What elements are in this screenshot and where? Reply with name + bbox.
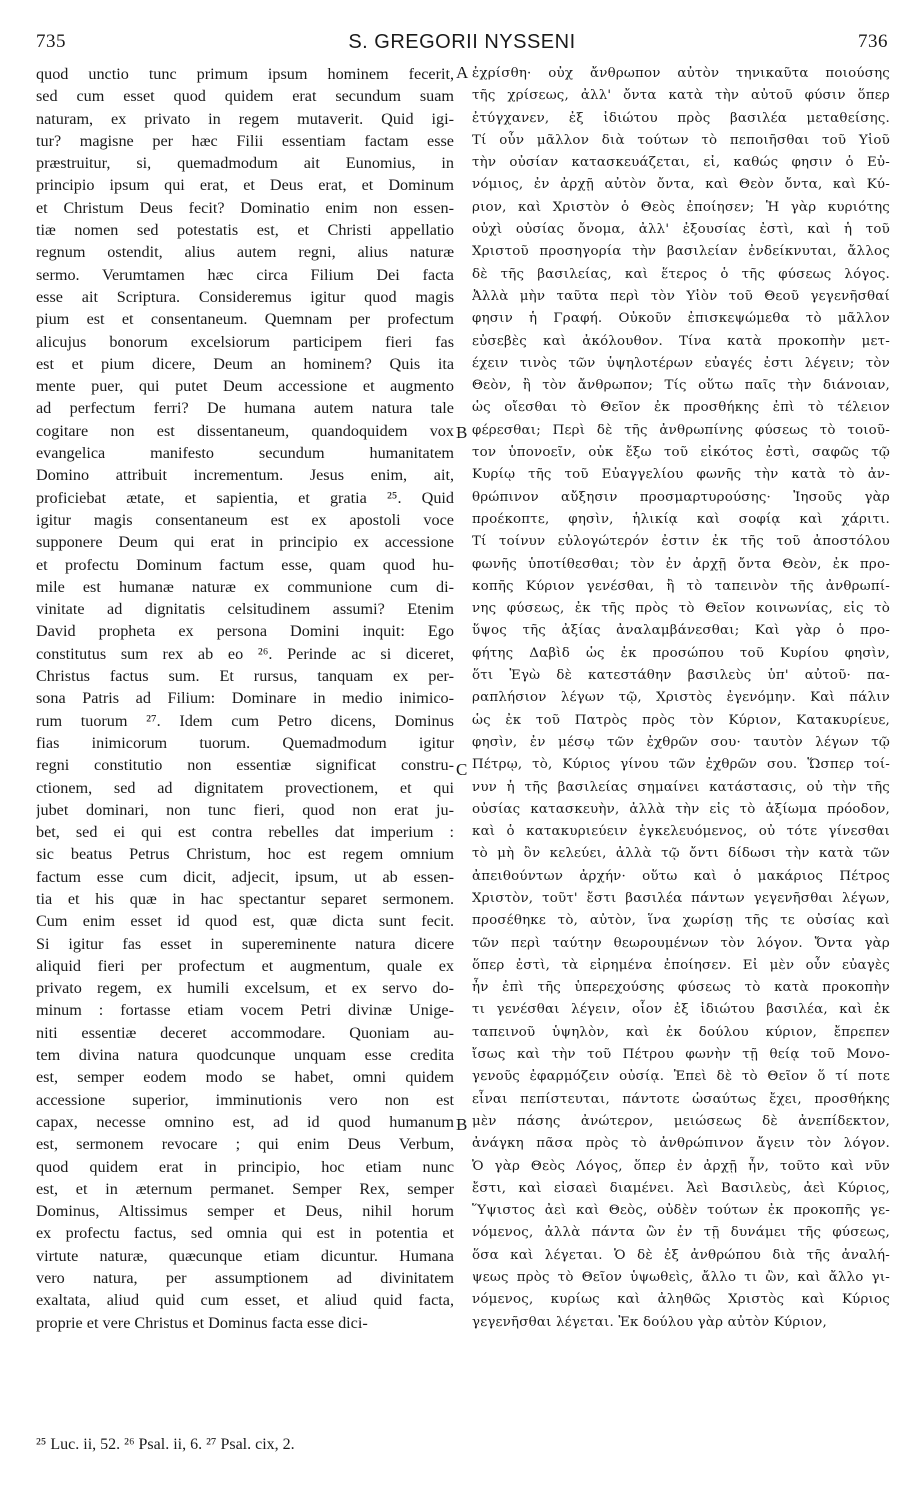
text-line: νόμενος, ἀλλὰ πάντα ὢν ἐν τῇ δυνάμει τῆς φύσεως, [472,1225,890,1241]
text-line: ὅτι Ἐγὼ δὲ κατεστάθην βασιλεὺς ὑπ' αὐτοῦ· πα- [472,668,890,684]
text-line: supponere Deum qui erat in principio ex accessione [36,533,454,552]
page-number-left: 735 [36,31,66,52]
text-line: ad perfectum ferri? De humana autem natura tale [36,399,454,418]
text-line: vinitate ad dignitatis celsitudinem assumi? Etenim [36,600,454,619]
margin-marker: B [456,423,468,442]
text-line: προσέθηκε τὸ, αὐτὸν, ἵνα χωρίσῃ τῆς τε οὐσίας καὶ [472,913,890,929]
text-line: φησὶν, ἐν μέσῳ τῶν ἐχθρῶν σου· ταυτὸν λέγων τῷ [472,734,890,750]
text-line: Christus factus sum. Et rursus, tanquam ex per- [36,667,454,686]
margin-marker: A [456,63,469,82]
text-line: ἴσως καὶ τὴν τοῦ Πέτρου φωνὴν τῇ θείᾳ τοῦ Μονο- [472,1047,890,1063]
text-line: quod unctio tunc primum ipsum hominem fecerit, [36,65,454,83]
margin-marker: B [456,1115,468,1134]
text-line: regni constitutio non essentiæ significat constru- [36,756,454,775]
text-line: τῆς χρίσεως, ἀλλ' ὄντα κατὰ τὴν αὐτοῦ φύσιν ὅπερ [472,88,890,104]
text-line: τὴν οὐσίαν κατασκευάζεται, εἰ, καθώς φησιν ὁ Εὐ- [472,155,890,171]
text-line: proprie et vere Christus et Dominus facta esse dici- [36,1313,368,1332]
text-line: οὐσίας κατασκευὴν, ἀλλὰ τὴν εἰς τὸ ἀξίωμα πρόοδον, [472,801,890,817]
text-line: est, sermonem revocare ; qui enim Deus Verbum, [36,1135,454,1154]
text-line: ὡς οἴεσθαι τὸ Θεῖον ἐκ προσθήκης ἐπὶ τὸ τέλειον [472,400,890,416]
text-line: μὲν πάσης ἀνώτερον, μειώσεως δὲ ἀνεπίδεκτον, [472,1113,890,1129]
text-line: mente puer, qui putet Deum accessione et augmento [36,377,454,396]
running-title: S. GREGORII NYSSENI [348,31,576,53]
text-line: fias inimicorum tuorum. Quemadmodum igitur [36,733,454,752]
text-line: Χριστὸν, τοῦτ' ἔστι βασιλέα πάντων γεγενῆσθαι λέγων, [472,890,890,906]
text-line: ἀπειθούντων ἀρχήν· οὕτω καὶ ὁ μακάριος Πέτρος [472,868,890,884]
text-line: φωνῆς ὑποτίθεσθαι; τὸν ἐν ἀρχῇ ὄντα Θεὸν, ἐκ προ- [472,556,890,572]
text-line: Θεὸν, ἢ τὸν ἄνθρωπον; Τίς οὕτω παῖς τὴν διάνοιαν, [472,378,890,394]
text-line: sic beatus Petrus Christum, hoc est regem omnium [36,845,454,864]
text-line: niti essentiæ deceret accommodare. Quoniam au- [36,1023,454,1042]
text-line: ἐτύγχανεν, ἐξ ἰδιώτου πρὸς βασιλέα μεταθείσης. [472,110,890,126]
text-line: naturam, ex privato in regem mutaverit. Quid igi- [36,109,454,128]
text-line: εἶναι πεπίστευται, πάντοτε ὡσαύτως ἔχει, προσθήκης [472,1091,890,1107]
text-line: bet, sed ei qui est contra rebelles dat imperium : [36,823,454,842]
text-line: οὐχὶ οὐσίας ὄνομα, ἀλλ' ἐξουσίας ἐστὶ, καὶ ἡ τοῦ [472,222,890,238]
text-line: γεγενῆσθαι λέγεται. Ἐκ δούλου γὰρ αὐτὸν Κύριον, [472,1314,827,1330]
text-line: præstruitur, si, quemadmodum ait Eunomius, in [36,154,454,173]
text-line: factum esse cum dicit, adjecit, ipsum, ut ab essen- [36,867,454,886]
text-line: Domino attribuit incrementum. Jesus enim, ait, [36,466,454,485]
text-line: ὅπερ ἐστὶ, τὰ εἰρημένα ἐποίησεν. Εἰ μὲν οὖν εὐαγὲς [472,957,890,973]
text-line: προέκοπτε, φησὶν, ἡλικίᾳ καὶ σοφίᾳ καὶ χάριτι. [472,511,890,527]
text-line: τὸ μὴ ὂν κελεύει, ἀλλὰ τῷ ὄντι δίδωσι τὴν κατὰ τῶν [472,846,890,862]
text-line: aliquid fieri per profectum et augmentum, quale ex [36,956,454,975]
text-line: νης φύσεως, ἐκ τῆς πρὸς τὸ Θεῖον κοινωνίας, εἰς τὸ [472,601,890,617]
text-line: vero natura, per assumptionem ad divinitatem [36,1269,454,1288]
text-line: esse ait Scriptura. Consideremus igitur quod magis [36,287,454,306]
text-line: proficiebat ætate, et sapientia, et gratia ²⁵. Quid [36,488,454,507]
text-line: tiæ nomen sed potestatis est, et Christi appellatio [36,221,454,240]
latin-column [36,63,454,1334]
text-line: sermo. Verumtamen hæc circa Filium Dei facta [36,265,454,284]
text-line: Si igitur fas esset in supereminente natura dicere [36,934,454,953]
text-line: εὐσεβὲς καὶ ἀκόλουθον. Τίνα κατὰ προκοπὴν μετ- [472,333,890,349]
text-line: tem divina natura quodcunque unquam esse credita [36,1046,454,1065]
text-line: ἐχρίσθη· οὐχ ἄνθρωπον αὐτὸν τηνικαῦτα ποιούσης [472,66,890,81]
text-line: ex profectu factus, sed omnia qui est in potentia et [36,1224,454,1243]
text-line: ἀνάγκη πᾶσα πρὸς τὸ ἀνθρώπινον ἄγειν τὸν λόγον. [472,1136,890,1152]
text-line: φησιν ἡ Γραφή. Οὐκοῦν ἐπισκεψώμεθα τὸ μᾶλλον [472,311,890,327]
footnotes: ²⁵ Luc. ii, 52. ²⁶ Psal. ii, 6. ²⁷ Psal. cix, 2. [36,1436,295,1453]
margin-marker: C [456,760,468,779]
text-line: igitur magis consentaneum est ex apostoli voce [36,510,454,529]
text-line: minum : fortasse etiam vocem Petri divinæ Unige- [36,1001,454,1020]
text-line: ριον, καὶ Χριστὸν ὁ Θεὸς ἐποίησεν; Ἡ γὰρ κυριότης [472,199,890,215]
text-line: Κυρίῳ τῆς τοῦ Εὐαγγελίου φωνῆς τὴν κατὰ τὸ ἀν- [472,467,890,483]
text-line: ἦν ἐπὶ τῆς ὑπερεχούσης φύσεως τὸ κατὰ προκοπὴν [472,980,890,996]
text-line: jubet dominari, non tunc fieri, quod non erat ju- [36,800,454,819]
text-line: ραπλήσιον λέγων τῷ, Χριστὸς ἐγενόμην. Καὶ πάλιν [472,690,890,706]
text-line: Ὁ γὰρ Θεὸς Λόγος, ὅπερ ἐν ἀρχῇ ἦν, τοῦτο καὶ νῦν [472,1158,890,1174]
text-line: quod quidem erat in principio, hoc etiam nunc [36,1157,454,1176]
text-line: regnum ostendit, alius autem regni, alius naturæ [36,243,454,262]
text-line: pium est et consentaneum. Quemnam per profectum [36,310,454,329]
text-line: ctionem, sed ad dignitatem provectionem, et qui [36,778,454,797]
text-line: et Christum Deus fecit? Dominatio enim non essen- [36,198,454,217]
text-line: Ἀλλὰ μὴν ταῦτα περὶ τὸν Υἱὸν τοῦ Θεοῦ γεγενῆσθαί [472,288,890,304]
text-line: φέρεσθαι; Περὶ δὲ τῆς ἀνθρωπίνης φύσεως τὸ τοιοῦ- [472,422,890,438]
text-line: rum tuorum ²⁷. Idem cum Petro dicens, Dominus [36,711,454,730]
text-line: sona Patris ad Filium: Dominare in medio inimico- [36,689,454,708]
text-line: τῶν περὶ ταύτην θεωρουμένων τὸν λόγον. Ὄντα γὰρ [472,935,890,951]
text-line: κοπῆς Κύριον γενέσθαι, ἢ τὸ ταπεινὸν τῆς ἀνθρωπί- [472,578,890,594]
text-line: τι γενέσθαι λέγειν, οἷον ἐξ ἰδιώτου βασιλέα, καὶ ἐκ [472,1002,890,1018]
text-line: ὡς ἐκ τοῦ Πατρὸς πρὸς τὸν Κύριον, Κατακυρίευε, [472,712,890,728]
text-line: ὕψος τῆς ἀξίας ἀναλαμβάνεσθαι; Καὶ γὰρ ὁ προ- [472,623,890,639]
text-line: privato regem, ex humili excelsum, et ex servo do- [36,979,454,998]
text-line: θρώπινον αὔξησιν προσμαρτυρούσης· Ἰησοῦς γὰρ [472,489,890,505]
text-line: cogitare non est dissentaneum, quandoquidem vox [36,421,454,440]
text-line: tia et his quæ in hac spectantur separet sermonem. [36,889,454,908]
text-line: accessione superior, imminutionis vero non est [36,1090,454,1109]
text-line: evangelica manifesto secundum humanitatem [36,444,454,463]
text-line: principio ipsum qui erat, et Deus erat, et Dominum [36,176,454,195]
text-line: constitutus sum rex ab eo ²⁶. Perinde ac si diceret, [36,644,454,663]
greek-column [472,63,890,1334]
text-line: Πέτρῳ, τὸ, Κύριος γίνου τῶν ἐχθρῶν σου. Ὥσπερ τοί- [472,757,890,773]
text-line: alicujus bonorum excelsiorum participem fieri fas [36,332,454,351]
page-number-right: 736 [858,31,888,52]
text-line: tur? magisne per hæc Filii essentiam factam esse [36,131,454,150]
text-line: Ὕψιστος ἀεὶ καὶ Θεὸς, οὐδὲν τούτων ἐκ προκοπῆς γε- [472,1203,890,1219]
text-line: sed cum esset quod quidem erat secundum suam [36,87,454,106]
text-line: David propheta ex persona Domini inquit: Ego [36,622,454,641]
text-line: est, semper eodem modo se habet, omni quidem [36,1068,454,1087]
text-line: Τί οὖν μᾶλλον διὰ τούτων τὸ πεποιῆσθαι τοῦ Υἱοῦ [472,132,890,148]
text-line: ταπεινοῦ ὑψηλὸν, καὶ ἐκ δούλου κύριον, ἔπρεπεν [472,1024,890,1040]
text-line: est, et in æternum permanet. Semper Rex, semper [36,1179,454,1198]
text-line: capax, necesse omnino est, ad id quod humanum [36,1112,454,1131]
text-line: Cum enim esset id quod est, quæ dicta sunt fecit. [36,912,454,931]
text-line: mile est humanæ naturæ ex communione cum di- [36,577,454,596]
text-line: νόμενος, κυρίως καὶ ἀληθῶς Χριστὸς καὶ Κύριος [472,1292,890,1308]
text-line: et profectu Dominum factum esse, quam quod hu- [36,555,454,574]
text-line: έχειν τινὸς τῶν ὑψηλοτέρων εὐαγές ἐστι λέγειν; τὸν [472,355,890,371]
text-line: ὅσα καὶ λέγεται. Ὁ δὲ ἐξ ἀνθρώπου διὰ τῆς ἀναλή- [472,1247,890,1263]
text-line: νόμιος, ἐν ἀρχῇ αὐτὸν ὄντα, καὶ Θεὸν ὄντα, καὶ Κύ- [472,177,890,193]
text-line: ψεως πρὸς τὸ Θεῖον ὑψωθεὶς, ἄλλο τι ὢν, καὶ ἄλλο γι- [472,1270,890,1286]
text-line: exaltata, aliud quid cum esset, et aliud quid facta, [36,1291,454,1310]
text-line: Dominus, Altissimus semper et Deus, nihil horum [36,1202,454,1221]
text-line: virtute naturæ, quæcunque etiam dicuntur. Humana [36,1246,454,1265]
text-line: δὲ τῆς βασιλείας, καὶ ἕτερος ὁ τῆς φύσεως λόγος. [472,266,890,282]
text-line: Χριστοῦ προσηγορία τὴν βασιλείαν ἐνδείκνυται, ἄλλος [472,244,890,260]
text-line: Τί τοίνυν εὐλογώτερόν ἐστιν ἐκ τῆς τοῦ ἀποστόλου [472,534,890,550]
text-line: ἔστι, καὶ εἰσαεὶ διαμένει. Ἀεὶ Βασιλεὺς, ἀεὶ Κύριος, [472,1180,890,1196]
text-line: est et pium dicere, Deum an hominem? Quis ita [36,354,454,373]
text-line: γενοῦς ἐφαρμόζειν οὐσίᾳ. Ἐπεὶ δὲ τὸ Θεῖον ὅ τί ποτε [472,1069,890,1085]
text-line: τον ὑπονοεῖν, οὐκ ἔξω τοῦ εἰκότος ἐστὶ, σαφῶς τῷ [472,445,890,461]
text-line: καὶ ὁ κατακυριεύειν ἐγκελευόμενος, οὐ τότε γίνεσθαι [472,824,890,840]
text-line: φήτης Δαβὶδ ὡς ἐκ προσώπου τοῦ Κυρίου φησὶν, [472,645,890,661]
text-line: νυν ἡ τῆς βασιλείας σημαίνει κατάστασις, οὐ τὴν τῆς [472,779,890,795]
